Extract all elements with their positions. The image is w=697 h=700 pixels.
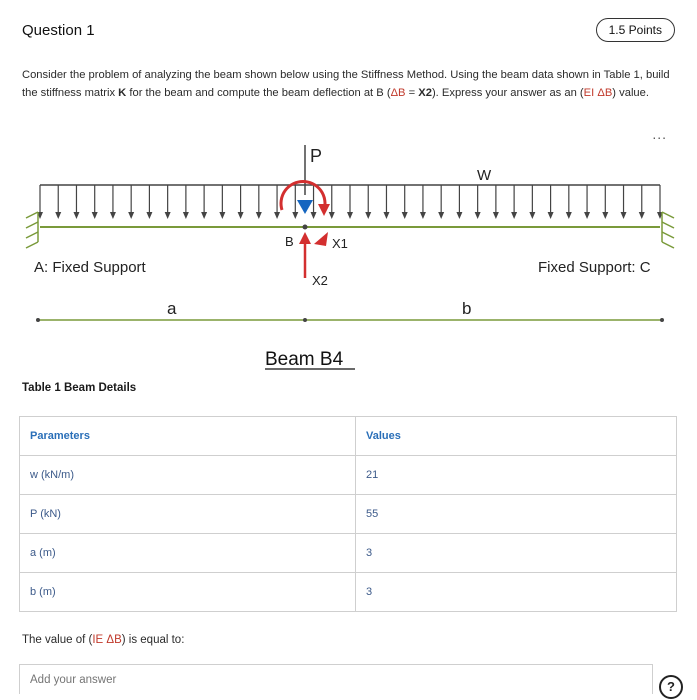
load-arrowhead-icon <box>402 212 408 219</box>
load-arrowhead-icon <box>329 212 335 219</box>
load-arrowhead-icon <box>493 212 499 219</box>
answer-label-text-1: The value of ( <box>22 634 93 646</box>
beam-diagram <box>20 140 680 380</box>
table-row <box>20 573 677 612</box>
load-arrowhead-icon <box>201 212 207 219</box>
prompt-x2: X2 <box>418 87 432 99</box>
dim-point-left <box>36 318 40 322</box>
table-caption: Table 1 Beam Details <box>22 382 137 394</box>
prompt-text-4: ) value. <box>612 87 649 99</box>
load-arrowhead-icon <box>165 212 171 219</box>
support-right-label: Fixed Support: C <box>538 259 651 276</box>
dof-x2-label: X2 <box>312 273 328 288</box>
load-w-label: W <box>477 167 492 184</box>
load-arrowhead-icon <box>256 212 262 219</box>
load-arrowhead-icon <box>92 212 98 219</box>
answer-label <box>22 634 184 646</box>
table-row <box>20 456 677 495</box>
span-a-label: a <box>167 299 177 318</box>
table-cell: 3 <box>356 534 677 573</box>
prompt-text-3: ). Express your answer as an ( <box>431 87 584 99</box>
beam-details-table <box>19 416 677 612</box>
node-b-point <box>303 225 308 230</box>
load-arrowhead-icon <box>438 212 444 219</box>
dof-x2-arrowhead-icon <box>299 232 311 244</box>
prompt-text-2: for the beam and compute the beam deflection at B ( <box>126 87 391 99</box>
load-arrowhead-icon <box>566 212 572 219</box>
load-arrowhead-icon <box>73 212 79 219</box>
answer-label-text-2: ) is equal to: <box>121 634 185 646</box>
answer-input[interactable] <box>19 664 653 694</box>
load-arrowhead-icon <box>128 212 134 219</box>
prompt-ei: EI ΔB <box>583 87 613 99</box>
dof-x1-label: X1 <box>332 236 348 251</box>
table-cell: 55 <box>356 495 677 534</box>
load-arrowhead-icon <box>274 212 280 219</box>
load-arrowhead-icon <box>602 212 608 219</box>
load-p-label: P <box>310 146 323 166</box>
table-cell: 3 <box>356 573 677 612</box>
node-b-label: B <box>285 234 294 249</box>
table-header-cell: Parameters <box>20 417 356 456</box>
support-left-label: A: Fixed Support <box>34 259 146 276</box>
right-fixed-support-icon <box>662 212 674 248</box>
load-arrowhead-icon <box>55 212 61 219</box>
table-cell: a (m) <box>20 534 356 573</box>
table-row <box>20 495 677 534</box>
answer-label-ei: IE ΔB <box>92 634 122 646</box>
table-header-cell: Values <box>356 417 677 456</box>
load-arrowhead-icon <box>183 212 189 219</box>
table-row <box>20 534 677 573</box>
dof-x1-arrowhead-icon <box>314 232 328 246</box>
load-arrowhead-icon <box>292 212 298 219</box>
load-arrowhead-icon <box>475 212 481 219</box>
dim-point-mid <box>303 318 307 322</box>
help-icon[interactable]: ? <box>659 675 683 699</box>
table-cell: 21 <box>356 456 677 495</box>
beam-name-label: Beam B4 <box>265 349 344 370</box>
left-fixed-support-icon <box>26 212 38 248</box>
load-arrowhead-icon <box>365 212 371 219</box>
span-b-label: b <box>462 299 472 318</box>
load-arrowhead-icon <box>621 212 627 219</box>
prompt-eq: = <box>405 87 419 99</box>
load-arrowhead-icon <box>456 212 462 219</box>
load-arrowhead-icon <box>548 212 554 219</box>
load-arrowhead-icon <box>584 212 590 219</box>
more-options-icon[interactable]: ... <box>652 126 667 142</box>
load-arrowhead-icon <box>311 212 317 219</box>
load-arrowhead-icon <box>110 212 116 219</box>
load-arrowhead-icon <box>347 212 353 219</box>
table-header-row <box>20 417 677 456</box>
table-cell: w (kN/m) <box>20 456 356 495</box>
load-arrowhead-icon <box>383 212 389 219</box>
load-arrowhead-icon <box>511 212 517 219</box>
dim-point-right <box>660 318 664 322</box>
prompt-k: K <box>118 87 127 99</box>
load-arrowhead-icon <box>639 212 645 219</box>
table-cell: P (kN) <box>20 495 356 534</box>
question-prompt <box>22 66 674 102</box>
points-badge: 1.5 Points <box>596 18 675 42</box>
load-arrowhead-icon <box>420 212 426 219</box>
rotation-arrowhead-icon <box>318 204 330 216</box>
load-arrowhead-icon <box>238 212 244 219</box>
load-arrowhead-icon <box>529 212 535 219</box>
prompt-text-1: Consider the problem of analyzing the beam shown below using the Stiffness Method. Using the beam data shown in Table 1, build the stiffness matrix <box>22 69 670 99</box>
load-arrowhead-icon <box>219 212 225 219</box>
prompt-delta: ΔB <box>390 87 406 99</box>
blue-load-arrowhead-icon <box>297 200 313 214</box>
table-cell: b (m) <box>20 573 356 612</box>
load-arrowhead-icon <box>146 212 152 219</box>
question-title: Question 1 <box>22 22 95 39</box>
distributed-load-arrows <box>37 185 663 219</box>
